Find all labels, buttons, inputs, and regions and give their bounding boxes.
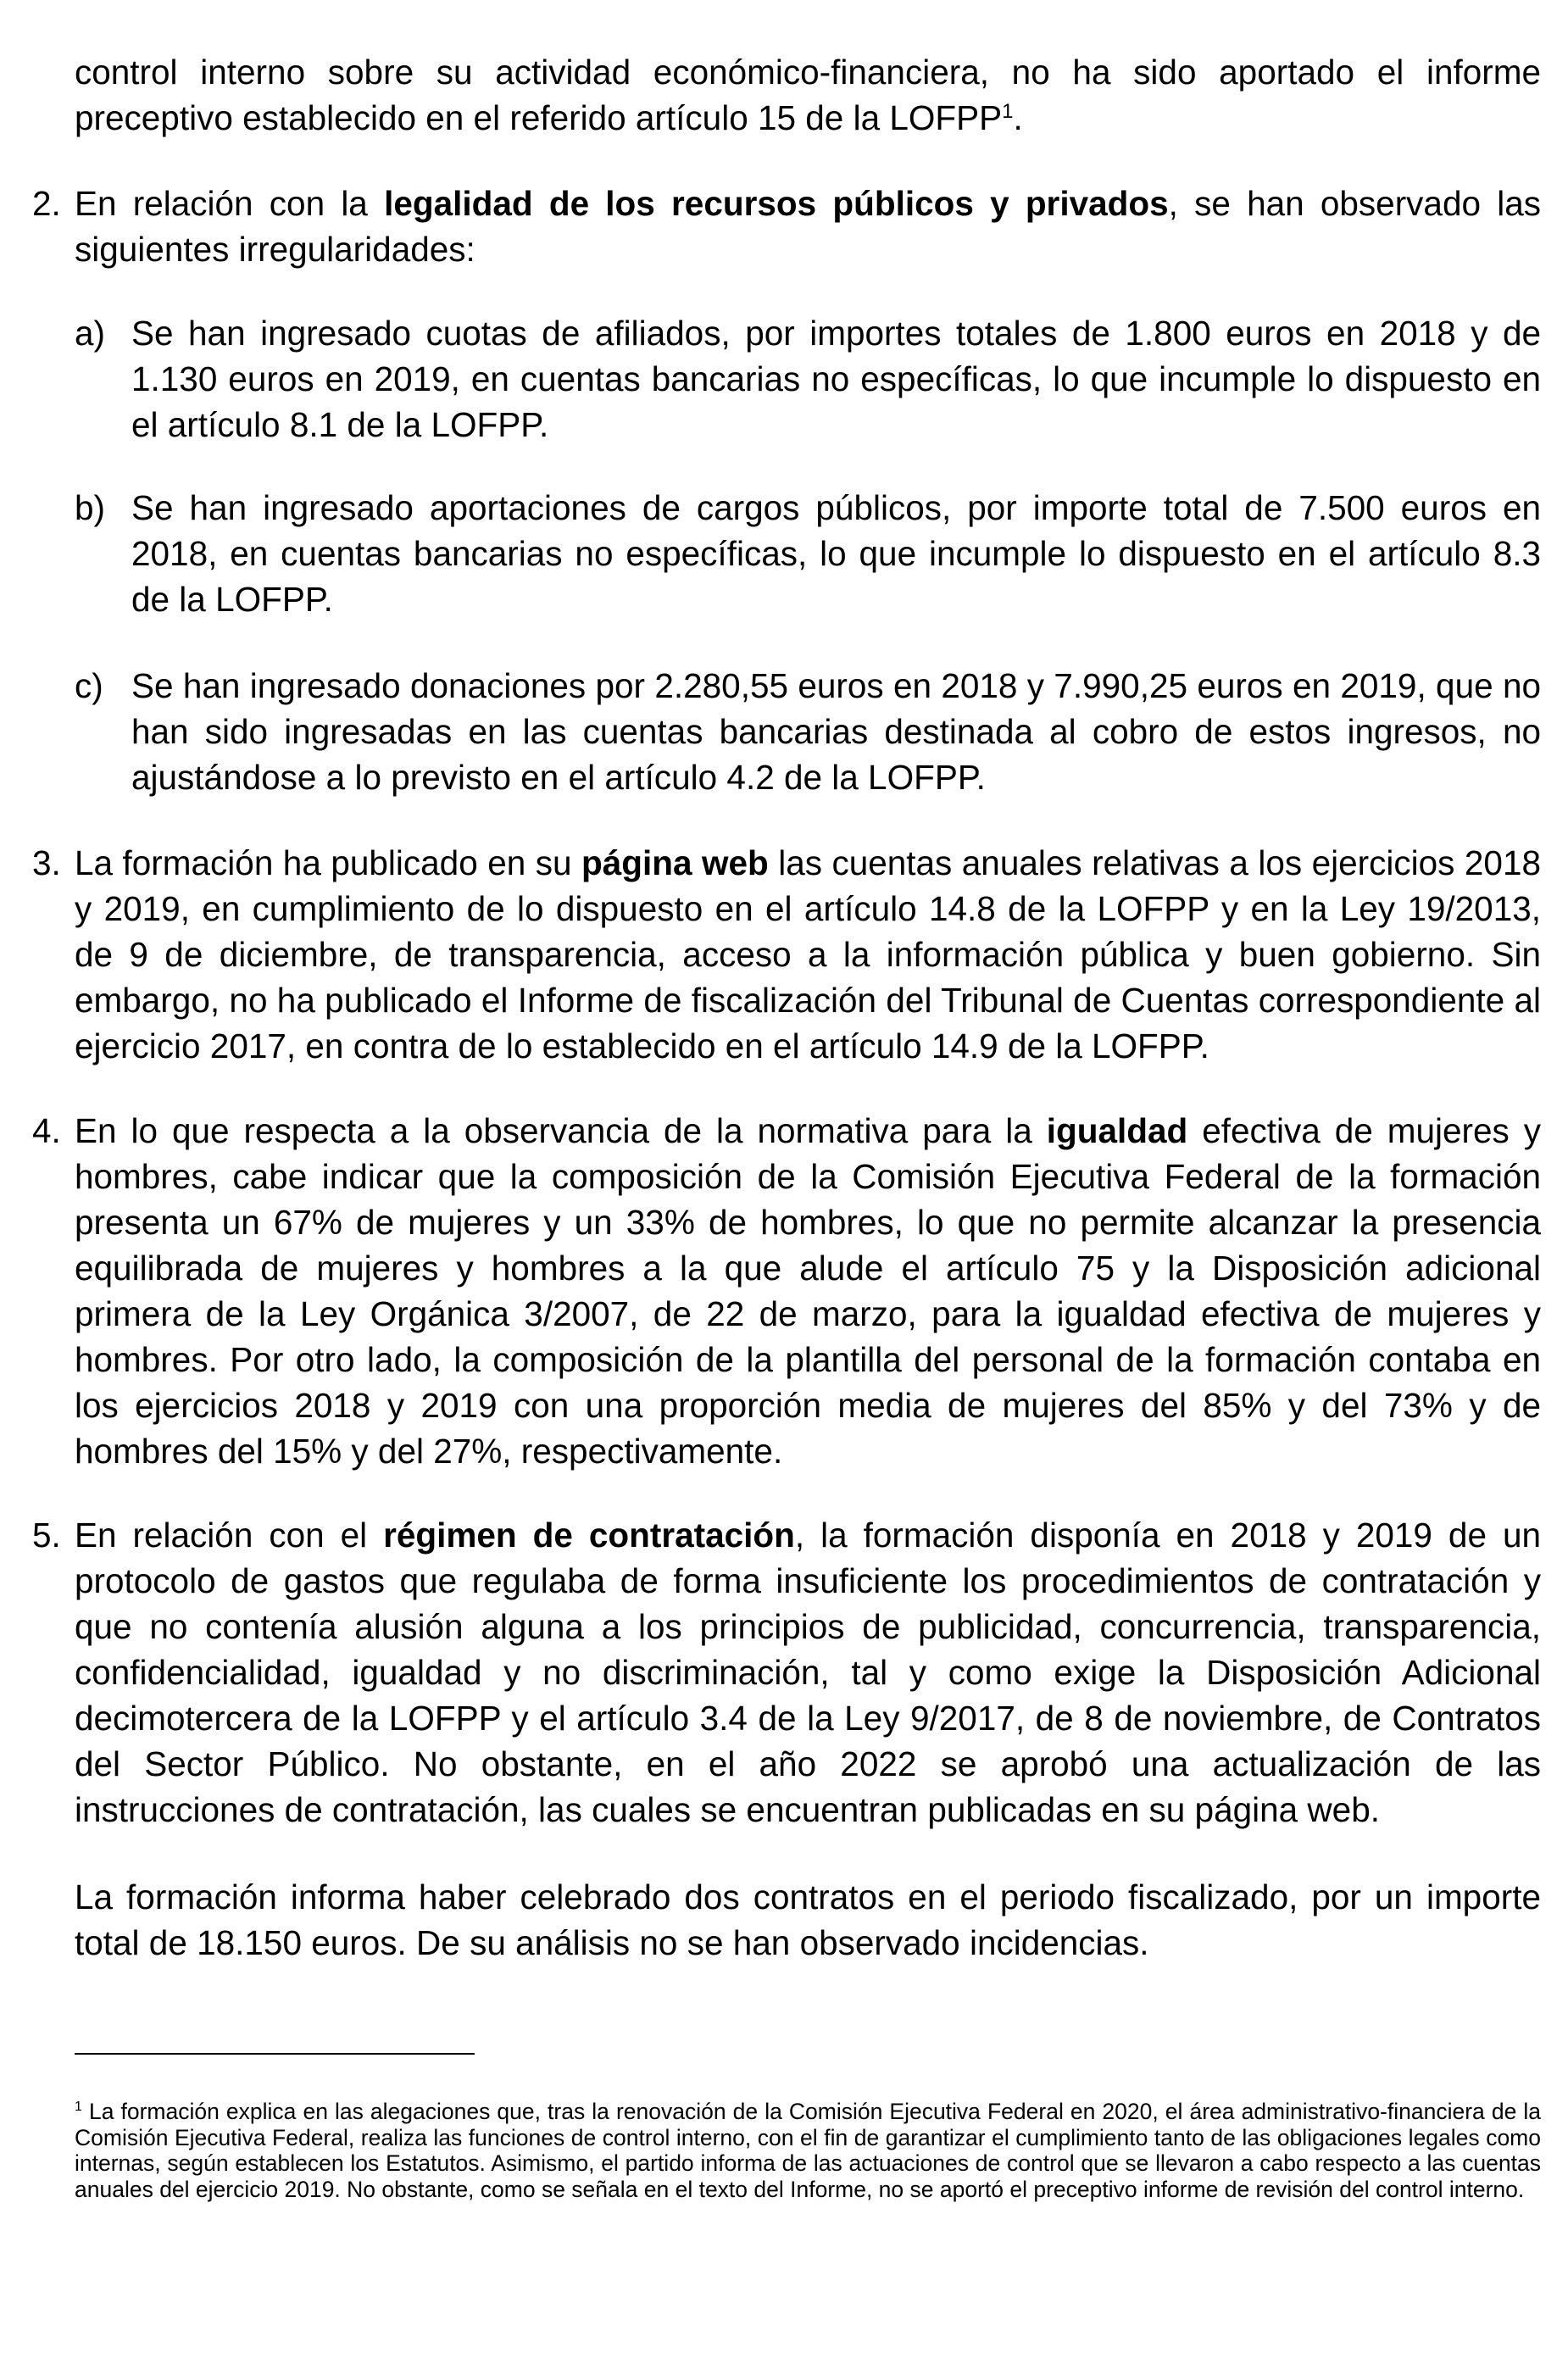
- subitem-text: Se han ingresado cuotas de afiliados, por importes totales de 1.800 euros en 2018 y de 1.130 euros en 2019, en cuentas bancarias no específicas, lo que incumple lo dispuesto en el artículo 8.1 de la LOFPP.: [131, 314, 1541, 444]
- subitem-c: [75, 663, 1541, 800]
- paragraph-end: .: [1013, 98, 1023, 137]
- subitem-letter: a): [75, 314, 106, 353]
- subitem-text: Se han ingresado donaciones por 2.280,55 euros en 2018 y 7.990,25 euros en 2019, que no han sido ingresadas en las cuentas bancarias destinada al cobro de estos ingresos, no ajustándose a lo previsto en el artículo 4.2 de la LOFPP.: [131, 666, 1541, 797]
- item-text: En relación con el: [75, 1516, 384, 1555]
- footnote-ref[interactable]: 1: [1002, 100, 1014, 123]
- subitem-a: [75, 310, 1541, 448]
- item-number: 3.: [32, 843, 61, 882]
- subitem-letter: c): [75, 666, 103, 705]
- item-text: En lo que respecta a la observancia de la normativa para la: [75, 1111, 1047, 1150]
- footnote: [75, 2099, 1541, 2202]
- subitem-b: [75, 485, 1541, 622]
- item-2-legalidad: [32, 181, 1541, 272]
- item-text: las cuentas anuales relativas a los ejercicios 2018 y 2019, en cumplimiento de lo dispuesto en el artículo 14.8 de la LOFPP y en la Ley 19/2013, de 9 de diciembre, de transparencia, acceso a la información pública y buen gobierno. Sin embargo, no ha publicado el Informe de fiscalización del Tribunal de Cuentas correspondiente al ejercicio 2017, en contra de lo establecido en el artículo 14.9 de la LOFPP.: [75, 843, 1541, 1065]
- item-bold-text: igualdad: [1046, 1111, 1188, 1150]
- footnote-number: 1: [75, 2100, 82, 2114]
- item-text: La formación ha publicado en su: [75, 843, 581, 882]
- item-bold-text: página web: [581, 843, 769, 882]
- item-4-igualdad: [32, 1108, 1541, 1474]
- item-5-contratacion: [32, 1512, 1541, 1833]
- subitem-letter: b): [75, 488, 106, 527]
- item-number: 2.: [32, 184, 61, 223]
- item-bold-text: legalidad de los recursos públicos y privados: [384, 184, 1169, 223]
- paragraph-contratos: [75, 1874, 1541, 1966]
- paragraph-text: La formación informa haber celebrado dos contratos en el periodo fiscalizado, por un importe total de 18.150 euros. De su análisis no se han observado incidencias.: [75, 1877, 1541, 1962]
- item-number: 5.: [32, 1516, 61, 1555]
- item-text: En relación con la: [75, 184, 385, 223]
- item-text: efectiva de mujeres y hombres, cabe indicar que la composición de la Comisión Ejecutiva Federal de la formación presenta un 67% de mujeres y un 33% de hombres, lo que no permite alcanzar la presencia equilibrada de mujeres y hombres a la que alude el artículo 75 y la Disposición adicional primera de la Ley Orgánica 3/2007, de 22 de marzo, para la igualdad efectiva de mujeres y hombres. Por otro lado, la composición de la plantilla del personal de la formación contaba en los ejercicios 2018 y 2019 con una proporción media de mujeres del 85% y del 73% y de hombres del 15% y del 27%, respectivamente.: [75, 1111, 1541, 1471]
- item-bold-text: régimen de contratación: [383, 1516, 795, 1555]
- item-number: 4.: [32, 1111, 61, 1150]
- footnote-separator: [75, 2053, 475, 2055]
- paragraph-continuation: [75, 49, 1541, 141]
- subitem-text: Se han ingresado aportaciones de cargos públicos, por importe total de 7.500 euros en 2018, en cuentas bancarias no específicas, lo que incumple lo dispuesto en el artículo 8.3 de la LOFPP.: [131, 488, 1541, 619]
- item-3-pagina-web: [32, 840, 1541, 1069]
- paragraph-text: control interno sobre su actividad económico-financiera, no ha sido aportado el informe preceptivo establecido en el referido artículo 15 de la LOFPP: [75, 53, 1541, 137]
- item-text: , la formación disponía en 2018 y 2019 de un protocolo de gastos que regulaba de forma insuficiente los procedimientos de contratación y que no contenía alusión alguna a los principios de publicidad, concurrencia, transparencia, confidencialidad, igualdad y no discriminación, tal y como exige la Disposición Adicional decimotercera de la LOFPP y el artículo 3.4 de la Ley 9/2017, de 8 de noviembre, de Contratos del Sector Público. No obstante, en el año 2022 se aprobó una actualización de las instrucciones de contratación, las cuales se encuentran publicadas en su página web.: [75, 1516, 1541, 1829]
- item-text: , se han observado las siguientes irregularidades:: [75, 184, 1541, 269]
- footnote-text: La formación explica en las alegaciones que, tras la renovación de la Comisión Ejecutiva Federal en 2020, el área administrativo-financiera de la Comisión Ejecutiva Federal, realiza las funciones de control interno, con el fin de garantizar el cumplimiento tanto de las obligaciones legales como internas, según establecen los Estatutos. Asimismo, el partido informa de las actuaciones de control que se llevaron a cabo respecto a las cuentas anuales del ejercicio 2019. No obstante, como se señala en el texto del Informe, no se aportó el preceptivo informe de revisión del control interno.: [75, 2099, 1541, 2202]
